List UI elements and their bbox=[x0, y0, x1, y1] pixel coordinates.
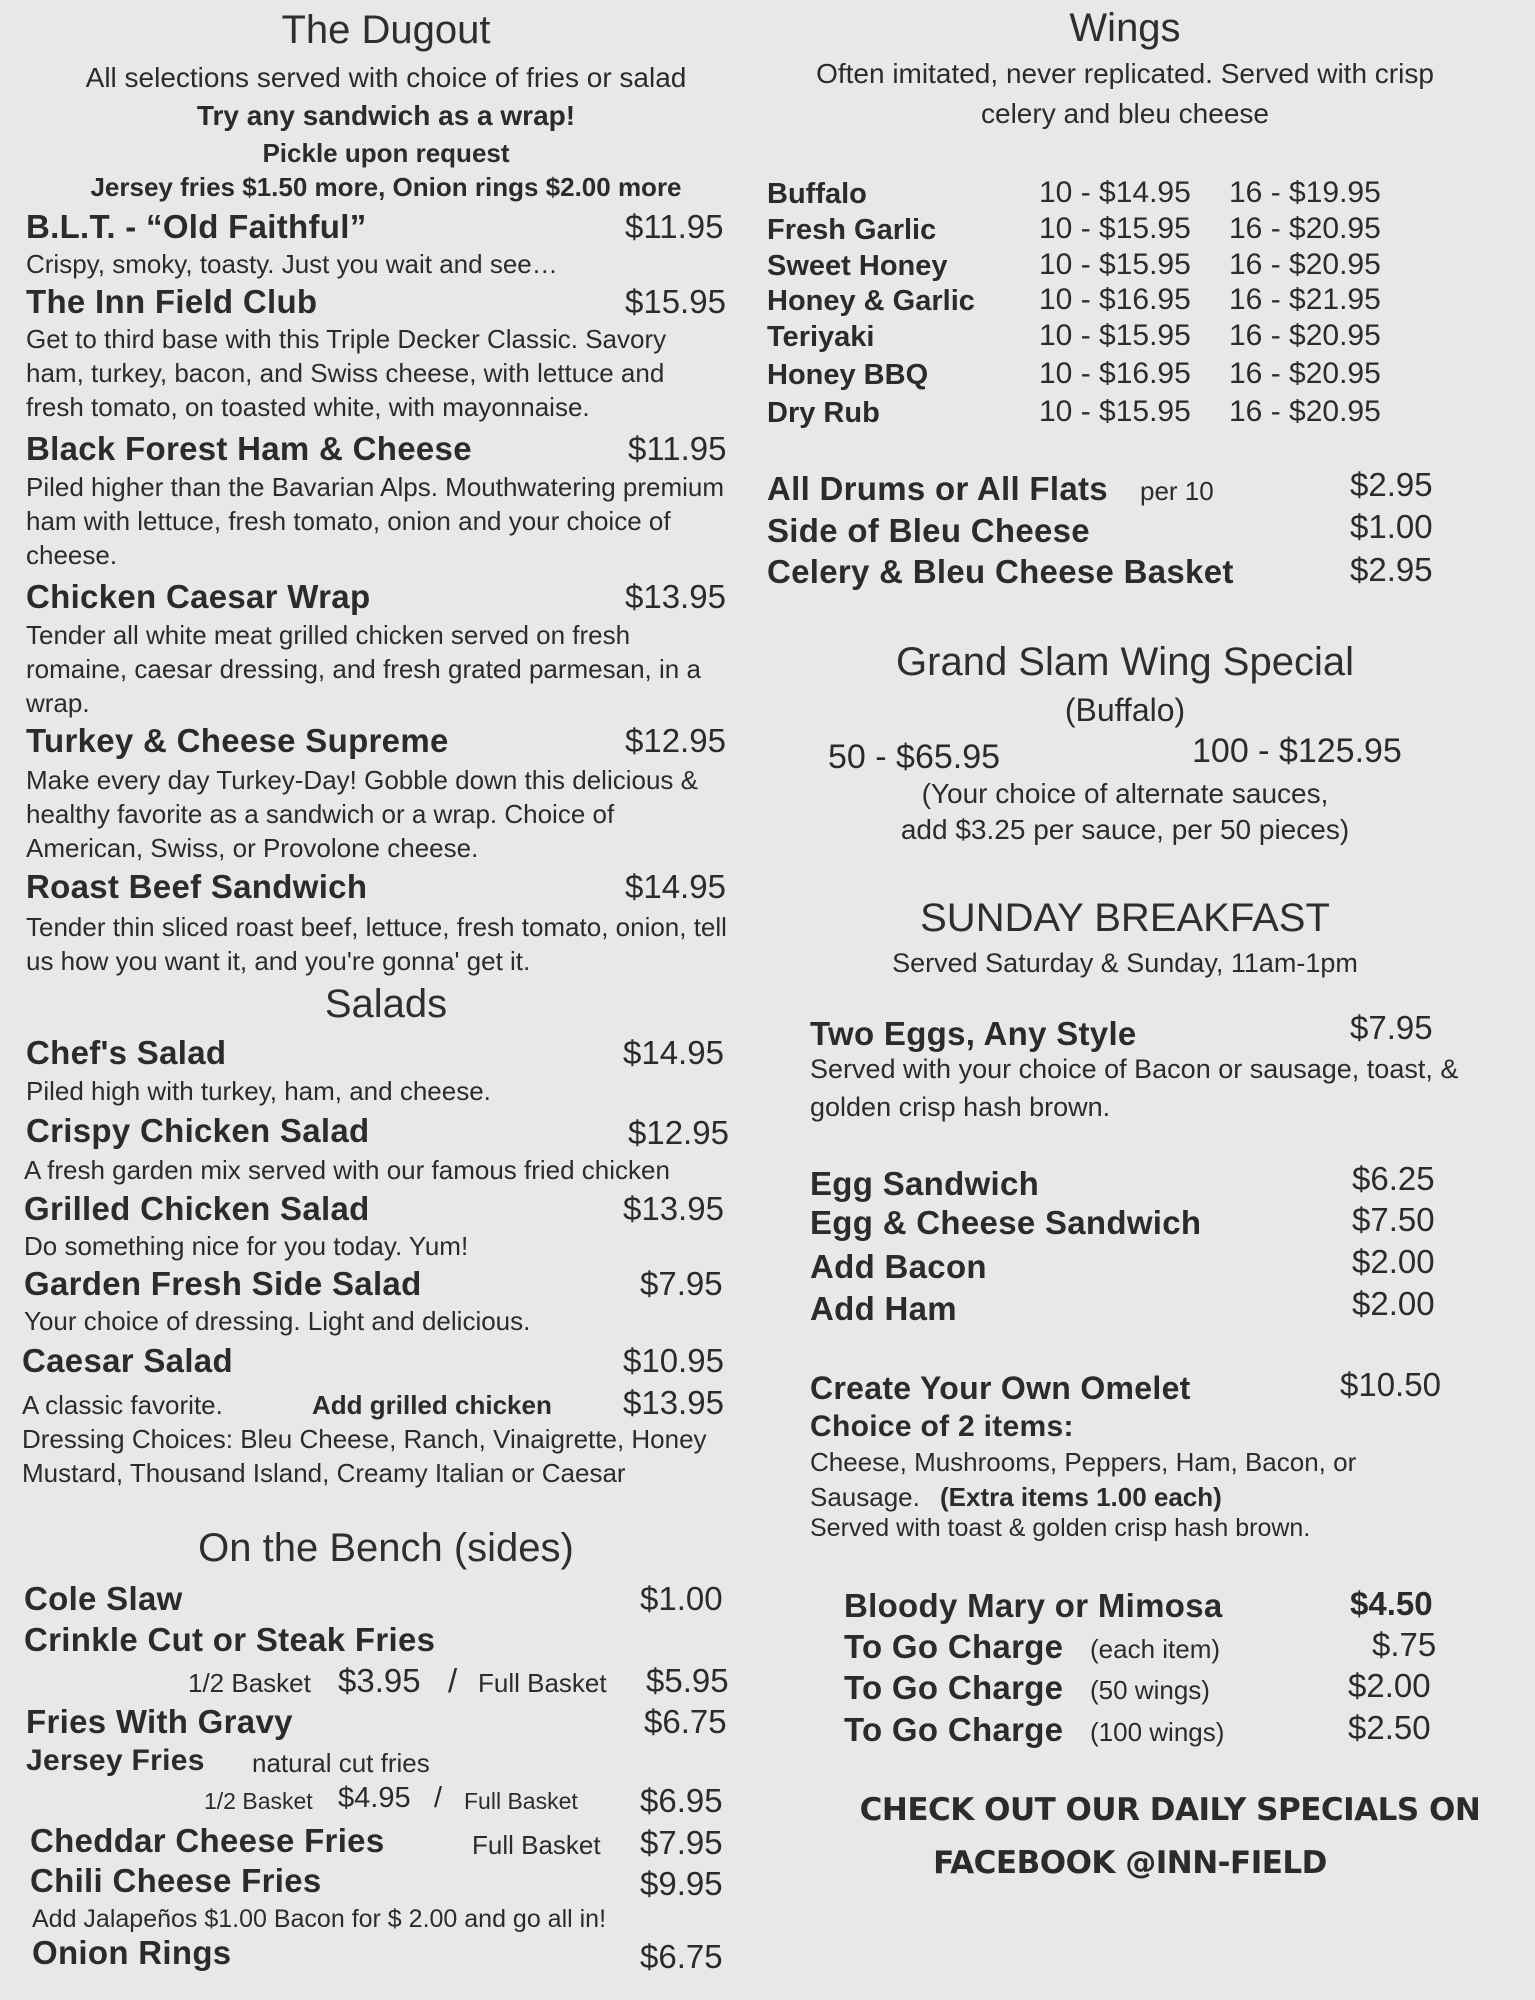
salads-title: Salads bbox=[324, 982, 448, 1026]
breakfast-item-name: Add Ham bbox=[810, 1290, 957, 1327]
cheddar-fries-name: Cheddar Cheese Fries bbox=[30, 1822, 385, 1859]
wing-price-10: 10 - $15.95 bbox=[1039, 212, 1191, 245]
facebook-line1: CHECK OUT OUR DAILY SPECIALS ON bbox=[859, 1792, 1481, 1828]
dugout-line4: Jersey fries $1.50 more, Onion rings $2.00 more bbox=[90, 172, 682, 202]
menu-item-name: B.L.T. - “Old Faithful” bbox=[26, 208, 367, 245]
breakfast-sub: Served Saturday & Sunday, 11am-1pm bbox=[892, 948, 1358, 978]
menu-item-name: Chicken Caesar Wrap bbox=[26, 578, 371, 615]
menu-item-desc: A fresh garden mix served with our famous fried chicken bbox=[24, 1155, 670, 1185]
dugout-line2: Try any sandwich as a wrap! bbox=[196, 100, 576, 131]
wing-price-10: 10 - $14.95 bbox=[1039, 176, 1191, 209]
menu-item-name: Grilled Chicken Salad bbox=[24, 1190, 370, 1227]
menu-item-name: Roast Beef Sandwich bbox=[26, 868, 368, 905]
menu-item-price: $13.95 bbox=[623, 1190, 724, 1227]
wing-flavor: Teriyaki bbox=[767, 321, 875, 353]
wing-price-16: 16 - $20.95 bbox=[1229, 319, 1381, 352]
extra-name: To Go Charge bbox=[844, 1628, 1064, 1665]
cheddar-fries-price: $7.95 bbox=[640, 1824, 723, 1861]
fries-gravy-price: $6.75 bbox=[644, 1703, 727, 1740]
menu-item-desc: Make every day Turkey-Day! Gobble down this delicious & healthy favorite as a sandwich or a wrap. Choice of American, Swiss, or Provolone cheese. bbox=[26, 765, 698, 863]
menu-item-desc: Crispy, smoky, toasty. Just you wait and see… bbox=[26, 249, 558, 279]
add-chicken-label: Add grilled chicken bbox=[312, 1390, 552, 1420]
onion-rings-name: Onion Rings bbox=[32, 1934, 232, 1971]
menu-item-price: $13.95 bbox=[625, 578, 726, 615]
wing-price-10: 10 - $15.95 bbox=[1039, 319, 1191, 352]
breakfast-item-name: Egg & Cheese Sandwich bbox=[810, 1204, 1202, 1241]
menu-item-desc: Piled higher than the Bavarian Alps. Mouthwatering premium ham with lettuce, fresh tomato, onion and your choice of cheese. bbox=[26, 472, 725, 570]
dugout-line1: All selections served with choice of fries or salad bbox=[85, 62, 687, 93]
menu-item-desc: Piled high with turkey, ham, and cheese. bbox=[26, 1076, 491, 1106]
extra-name: To Go Charge bbox=[844, 1711, 1064, 1748]
dugout-title: The Dugout bbox=[281, 8, 491, 52]
menu-item-name: Turkey & Cheese Supreme bbox=[26, 722, 449, 759]
cole-slaw-price: $1.00 bbox=[640, 1580, 723, 1617]
wing-price-16: 16 - $21.95 bbox=[1229, 283, 1381, 316]
menu-item-desc: A classic favorite. bbox=[22, 1390, 223, 1420]
menu-item-desc: Get to third base with this Triple Decker Classic. Savory ham, turkey, bacon, and Swiss cheese, with lettuce and fresh tomato, on toasted white, with mayonnaise. bbox=[26, 324, 667, 422]
omelet-served: Served with toast & golden crisp hash brown. bbox=[810, 1514, 1311, 1542]
jersey-fries-name: Jersey Fries bbox=[26, 1744, 205, 1777]
jersey-fries-note: natural cut fries bbox=[252, 1748, 430, 1778]
extra-price: $2.50 bbox=[1348, 1709, 1431, 1746]
slash: / bbox=[434, 1782, 443, 1814]
menu-item-name: Black Forest Ham & Cheese bbox=[26, 430, 472, 467]
drums-flats-note: per 10 bbox=[1140, 476, 1214, 506]
onion-rings-price: $6.75 bbox=[640, 1938, 723, 1975]
full-basket-label: Full Basket bbox=[472, 1830, 601, 1860]
wings-title: Wings bbox=[1069, 6, 1181, 50]
menu-item-name: Garden Fresh Side Salad bbox=[24, 1265, 422, 1302]
half-basket-price: $4.95 bbox=[338, 1782, 411, 1814]
wing-price-16: 16 - $20.95 bbox=[1229, 248, 1381, 281]
menu-item-price: $12.95 bbox=[625, 722, 726, 759]
breakfast-title: SUNDAY BREAKFAST bbox=[920, 896, 1330, 940]
chili-fries-name: Chili Cheese Fries bbox=[30, 1862, 322, 1899]
menu-item-price: $11.95 bbox=[625, 208, 724, 245]
wing-price-16: 16 - $20.95 bbox=[1229, 395, 1381, 428]
breakfast-item-price: $6.25 bbox=[1352, 1160, 1435, 1197]
grand-slam-title: Grand Slam Wing Special bbox=[896, 640, 1354, 684]
full-basket-label: Full Basket bbox=[478, 1668, 607, 1698]
bench-title: On the Bench (sides) bbox=[198, 1526, 574, 1570]
menu-item-name: Chef's Salad bbox=[26, 1034, 227, 1071]
menu-item-desc: Tender thin sliced roast beef, lettuce, fresh tomato, onion, tell us how you want it, and you're gonna' get it. bbox=[26, 912, 727, 976]
half-basket-price: $3.95 bbox=[338, 1662, 421, 1699]
two-eggs-desc: Served with your choice of Bacon or sausage, toast, & golden crisp hash brown. bbox=[810, 1054, 1459, 1122]
menu-item-price: $11.95 bbox=[628, 430, 727, 467]
wing-flavor: Buffalo bbox=[767, 178, 867, 210]
breakfast-item-price: $2.00 bbox=[1352, 1285, 1435, 1322]
omelet-price: $10.50 bbox=[1340, 1366, 1441, 1403]
grand-slam-note2: add $3.25 per sauce, per 50 pieces) bbox=[900, 814, 1350, 845]
wing-price-10: 10 - $15.95 bbox=[1039, 248, 1191, 281]
wing-price-10: 10 - $16.95 bbox=[1039, 283, 1191, 316]
extra-note: (100 wings) bbox=[1090, 1717, 1225, 1747]
two-eggs-price: $7.95 bbox=[1350, 1009, 1433, 1046]
crinkle-fries-name: Crinkle Cut or Steak Fries bbox=[24, 1621, 436, 1658]
menu-item-price: $7.95 bbox=[640, 1265, 723, 1302]
menu-item-desc: Do something nice for you today. Yum! bbox=[24, 1231, 469, 1261]
wing-flavor: Dry Rub bbox=[767, 397, 880, 429]
side-bleu-name: Side of Bleu Cheese bbox=[767, 512, 1090, 549]
menu-item-price: $14.95 bbox=[623, 1034, 724, 1071]
menu-item-desc: Your choice of dressing. Light and delicious. bbox=[24, 1306, 531, 1336]
wings-subtitle: Often imitated, never replicated. Served with crisp celery and bleu cheese bbox=[816, 58, 1434, 129]
omelet-extra: (Extra items 1.00 each) bbox=[940, 1482, 1222, 1512]
two-eggs-name: Two Eggs, Any Style bbox=[810, 1015, 1137, 1052]
fries-gravy-name: Fries With Gravy bbox=[26, 1703, 293, 1740]
grand-slam-100: 100 - $125.95 bbox=[1192, 732, 1402, 770]
fries-addons: Add Jalapeños $1.00 Bacon for $ 2.00 and go all in! bbox=[32, 1905, 607, 1933]
menu-item-price: $12.95 bbox=[628, 1114, 729, 1151]
extra-price: $2.00 bbox=[1348, 1667, 1431, 1704]
breakfast-item-price: $7.50 bbox=[1352, 1201, 1435, 1238]
wing-price-16: 16 - $20.95 bbox=[1229, 357, 1381, 390]
menu-item-name: The Inn Field Club bbox=[26, 283, 318, 320]
extra-price: $.75 bbox=[1372, 1626, 1437, 1663]
breakfast-item-price: $2.00 bbox=[1352, 1243, 1435, 1280]
menu-item-price: $15.95 bbox=[625, 283, 726, 320]
menu-item-desc: Tender all white meat grilled chicken served on fresh romaine, caesar dressing, and fresh grated parmesan, in a wrap. bbox=[26, 620, 701, 718]
breakfast-item-name: Egg Sandwich bbox=[810, 1165, 1040, 1202]
facebook-line2: FACEBOOK @INN-FIELD bbox=[933, 1845, 1327, 1881]
extra-note: (each item) bbox=[1090, 1634, 1221, 1664]
chili-fries-price: $9.95 bbox=[640, 1865, 723, 1902]
slash: / bbox=[448, 1662, 458, 1699]
cole-slaw-name: Cole Slaw bbox=[24, 1580, 183, 1617]
dressing-choices: Dressing Choices: Bleu Cheese, Ranch, Vinaigrette, Honey Mustard, Thousand Island, Creamy Italian or Caesar bbox=[22, 1424, 707, 1488]
omelet-name: Create Your Own Omelet bbox=[810, 1370, 1191, 1406]
full-basket-price: $5.95 bbox=[646, 1662, 729, 1699]
breakfast-item-name: Add Bacon bbox=[810, 1248, 987, 1285]
extra-note: (50 wings) bbox=[1090, 1675, 1210, 1705]
wing-flavor: Honey & Garlic bbox=[767, 285, 975, 317]
extra-name: Bloody Mary or Mimosa bbox=[844, 1587, 1223, 1624]
drums-flats-name: All Drums or All Flats bbox=[767, 470, 1108, 507]
grand-slam-note1: (Your choice of alternate sauces, bbox=[921, 778, 1329, 809]
extra-name: To Go Charge bbox=[844, 1669, 1064, 1706]
celery-basket-price: $2.95 bbox=[1350, 551, 1433, 588]
omelet-items: Cheese, Mushrooms, Peppers, Ham, Bacon, or bbox=[810, 1447, 1357, 1477]
celery-basket-name: Celery & Bleu Cheese Basket bbox=[767, 553, 1234, 590]
wing-flavor: Fresh Garlic bbox=[767, 214, 937, 246]
half-basket-label: 1/2 Basket bbox=[188, 1668, 311, 1698]
dugout-line3: Pickle upon request bbox=[262, 138, 510, 168]
menu-item-price: $14.95 bbox=[625, 868, 726, 905]
menu-item-name: Caesar Salad bbox=[22, 1342, 233, 1379]
wing-price-10: 10 - $16.95 bbox=[1039, 357, 1191, 390]
extra-price: $4.50 bbox=[1350, 1585, 1433, 1622]
wing-price-10: 10 - $15.95 bbox=[1039, 395, 1191, 428]
drums-flats-price: $2.95 bbox=[1350, 466, 1433, 503]
add-chicken-price: $13.95 bbox=[623, 1384, 724, 1421]
omelet-choice: Choice of 2 items: bbox=[810, 1410, 1074, 1443]
menu-item-name: Crispy Chicken Salad bbox=[26, 1112, 370, 1149]
wing-price-16: 16 - $19.95 bbox=[1229, 176, 1381, 209]
half-basket-label: 1/2 Basket bbox=[204, 1788, 313, 1814]
omelet-items-2: Sausage. bbox=[810, 1482, 920, 1512]
menu-item-price: $10.95 bbox=[623, 1342, 724, 1379]
wing-flavor: Sweet Honey bbox=[767, 250, 948, 282]
full-basket-price: $6.95 bbox=[640, 1782, 723, 1819]
wing-price-16: 16 - $20.95 bbox=[1229, 212, 1381, 245]
grand-slam-50: 50 - $65.95 bbox=[828, 738, 1001, 776]
wing-flavor: Honey BBQ bbox=[767, 359, 929, 391]
side-bleu-price: $1.00 bbox=[1350, 508, 1433, 545]
grand-slam-sub: (Buffalo) bbox=[1064, 692, 1186, 728]
full-basket-label: Full Basket bbox=[464, 1788, 578, 1814]
